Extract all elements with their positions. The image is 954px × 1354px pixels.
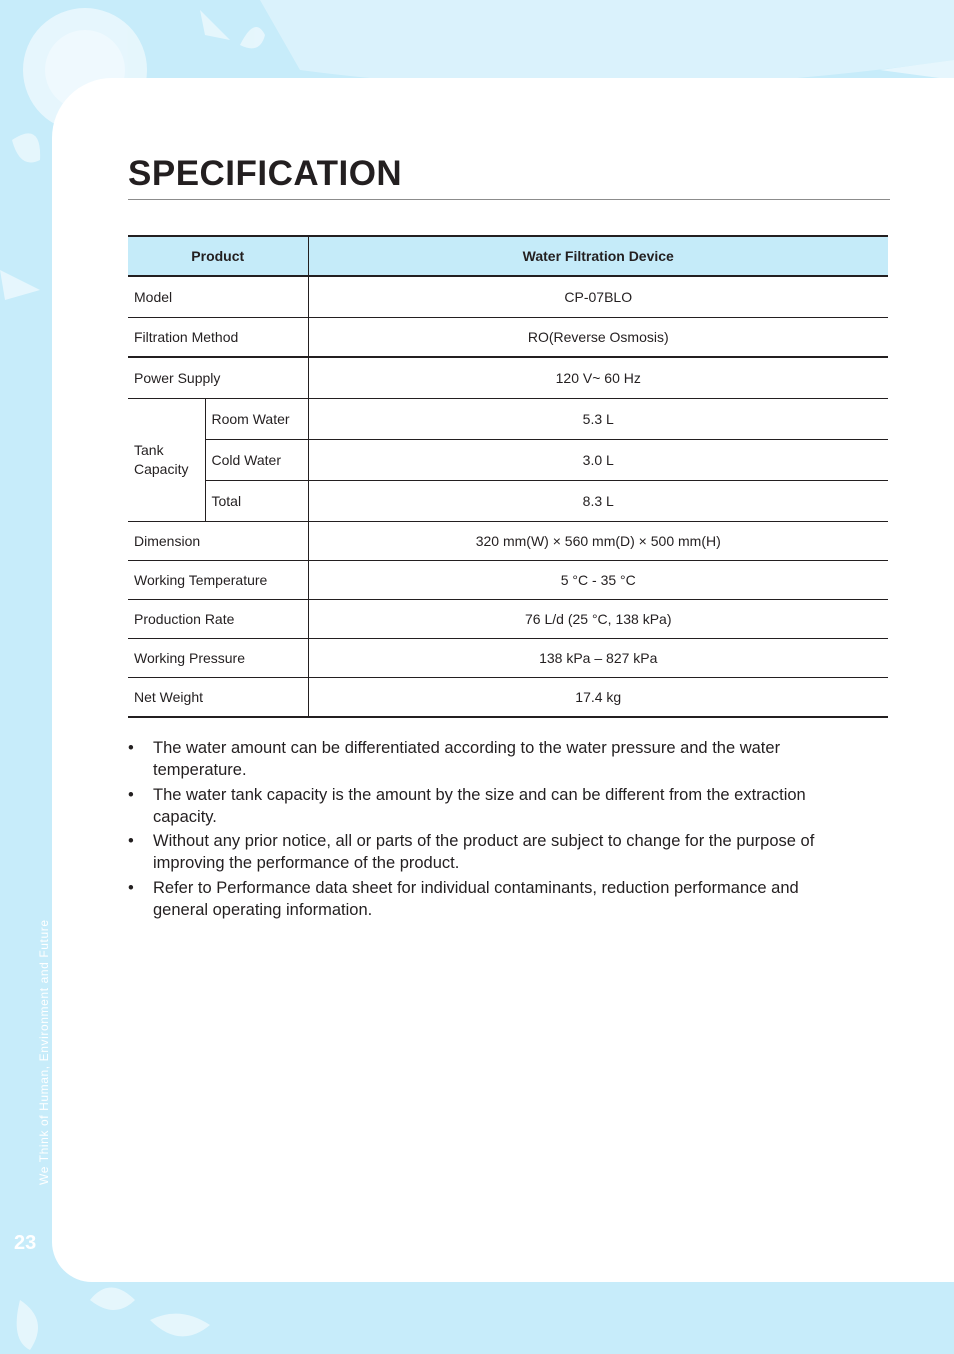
table-row: [128, 561, 888, 600]
row-value: 76 L/d (25 °C, 138 kPa): [308, 600, 888, 639]
table-header-row: [128, 236, 888, 276]
bullet-icon: •: [128, 739, 134, 757]
table-row: [128, 522, 888, 561]
list-item: [128, 784, 858, 828]
row-sublabel: Room Water: [205, 399, 308, 440]
row-label: Net Weight: [128, 678, 308, 718]
spec-table: [128, 235, 888, 718]
note-text: The water amount can be differentiated according to the water pressure and the water temperature.: [153, 739, 781, 779]
row-sublabel: Cold Water: [205, 440, 308, 481]
table-row: [128, 639, 888, 678]
row-label: Dimension: [128, 522, 308, 561]
row-value: CP-07BLO: [308, 276, 888, 318]
row-label: Filtration Method: [128, 318, 308, 358]
table-row: [128, 276, 888, 318]
row-value: 138 kPa – 827 kPa: [308, 639, 888, 678]
list-item: [128, 737, 858, 781]
notes-list: [128, 737, 858, 923]
row-sublabel: Total: [205, 481, 308, 522]
table-row: [128, 357, 888, 399]
tank-capacity-label: Tank Capacity: [128, 399, 205, 522]
row-label: Working Pressure: [128, 639, 308, 678]
row-label: Power Supply: [128, 357, 308, 399]
header-device: Water Filtration Device: [308, 236, 888, 276]
page-title: SPECIFICATION: [128, 154, 403, 193]
row-value: 3.0 L: [308, 440, 888, 481]
table-row: [128, 399, 888, 440]
table-row: [128, 600, 888, 639]
table-row: [128, 678, 888, 718]
note-text: Refer to Performance data sheet for individual contaminants, reduction performance and general operating information.: [153, 878, 799, 919]
row-value: RO(Reverse Osmosis): [308, 318, 888, 358]
row-label: Model: [128, 276, 308, 318]
bullet-icon: •: [128, 785, 134, 804]
row-value: 5 °C - 35 °C: [308, 561, 888, 600]
row-value: 17.4 kg: [308, 678, 888, 718]
side-tagline: We Think of Human, Environment and Future: [37, 919, 51, 1185]
row-value: 8.3 L: [308, 481, 888, 522]
table-row: [128, 481, 888, 522]
row-label: Working Temperature: [128, 561, 308, 600]
note-text: Without any prior notice, all or parts of the product are subject to change for the purpose of improving the performance of the product.: [153, 832, 815, 872]
row-value: 120 V~ 60 Hz: [308, 357, 888, 399]
page-number: 23: [14, 1232, 37, 1254]
header-product: Product: [128, 236, 308, 276]
table-row: [128, 440, 888, 481]
list-item: [128, 830, 858, 874]
table-row: [128, 318, 888, 358]
row-value: 5.3 L: [308, 399, 888, 440]
bullet-icon: •: [128, 878, 134, 897]
note-text: The water tank capacity is the amount by the size and can be different from the extraction capacity.: [153, 785, 806, 826]
row-value: 320 mm(W) × 560 mm(D) × 500 mm(H): [308, 522, 888, 561]
bullet-icon: •: [128, 832, 134, 850]
title-divider: [128, 199, 890, 200]
row-label: Production Rate: [128, 600, 308, 639]
list-item: [128, 877, 858, 921]
